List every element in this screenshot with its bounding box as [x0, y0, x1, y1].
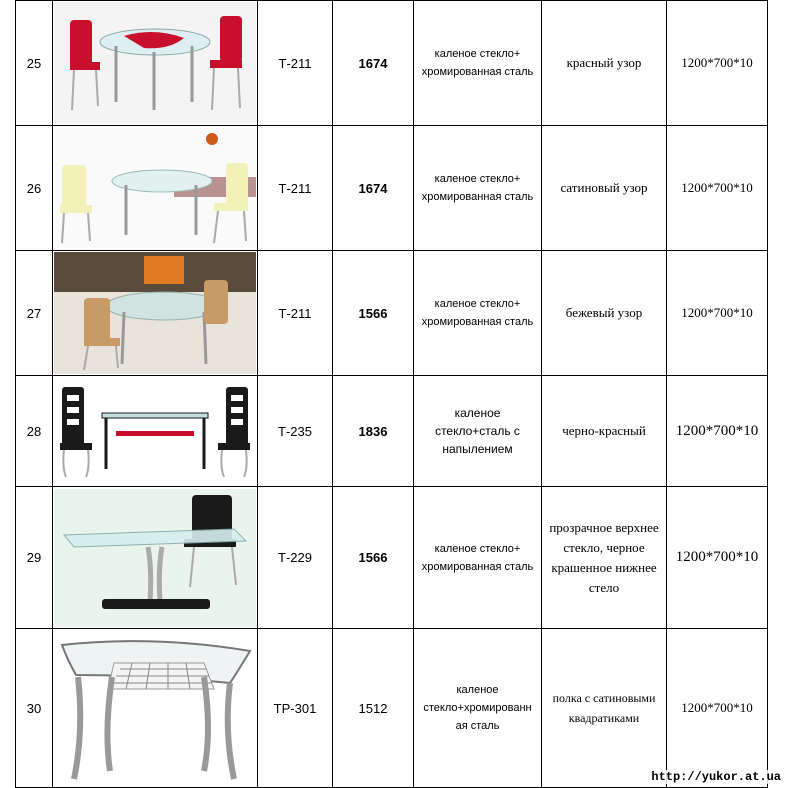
dimensions: 1200*700*10	[667, 487, 768, 629]
row-number: 26	[16, 126, 53, 251]
price: 1836	[333, 376, 414, 487]
color-pattern: черно-красный	[542, 376, 667, 487]
model-code: ТР-301	[258, 629, 333, 788]
model-code: Т-229	[258, 487, 333, 629]
table-glass-black-base-image	[54, 489, 256, 627]
model-code: Т-211	[258, 1, 333, 126]
price: 1512	[333, 629, 414, 788]
product-photo	[53, 126, 258, 251]
material: каленое стекло+хромированн ая сталь	[414, 629, 542, 788]
dimensions: 1200*700*10	[667, 1, 768, 126]
table-row	[16, 126, 768, 251]
row-number: 29	[16, 487, 53, 629]
model-code: Т-211	[258, 251, 333, 376]
dimensions: 1200*700*10	[667, 376, 768, 487]
color-pattern: бежевый узор	[542, 251, 667, 376]
price: 1674	[333, 126, 414, 251]
table-cream-chairs-image	[54, 127, 256, 249]
color-pattern: сатиновый узор	[542, 126, 667, 251]
product-photo	[53, 487, 258, 629]
price: 1674	[333, 1, 414, 126]
product-photo	[53, 629, 258, 788]
row-number: 27	[16, 251, 53, 376]
table-black-red-image	[54, 377, 256, 485]
watermark-url: http://yukor.at.ua	[651, 770, 781, 784]
product-photo	[53, 376, 258, 487]
product-photo	[53, 1, 258, 126]
table-row	[16, 251, 768, 376]
material: каленое стекло+ хромированная сталь	[414, 251, 542, 376]
table-row	[16, 487, 768, 629]
color-pattern: полка с сатиновыми квадратиками	[542, 629, 667, 788]
row-number: 30	[16, 629, 53, 788]
color-pattern: прозрачное верхнее стекло, черное крашенное нижнее стело	[542, 487, 667, 629]
dimensions: 1200*700*10	[667, 629, 768, 788]
table-row	[16, 376, 768, 487]
table-red-chairs-image	[54, 2, 256, 124]
table-row	[16, 1, 768, 126]
material: каленое стекло+сталь с напылением	[414, 376, 542, 487]
model-code: Т-211	[258, 126, 333, 251]
table-beige-chairs-image	[54, 252, 256, 374]
dimensions: 1200*700*10	[667, 251, 768, 376]
table-row	[16, 629, 768, 788]
material: каленое стекло+ хромированная сталь	[414, 487, 542, 629]
price: 1566	[333, 251, 414, 376]
price: 1566	[333, 487, 414, 629]
color-pattern: красный узор	[542, 1, 667, 126]
material: каленое стекло+ хромированная сталь	[414, 126, 542, 251]
product-table	[15, 0, 768, 788]
row-number: 25	[16, 1, 53, 126]
product-photo	[53, 251, 258, 376]
dimensions: 1200*700*10	[667, 126, 768, 251]
table-shelf-image	[54, 631, 256, 786]
row-number: 28	[16, 376, 53, 487]
model-code: Т-235	[258, 376, 333, 487]
material: каленое стекло+ хромированная сталь	[414, 1, 542, 126]
